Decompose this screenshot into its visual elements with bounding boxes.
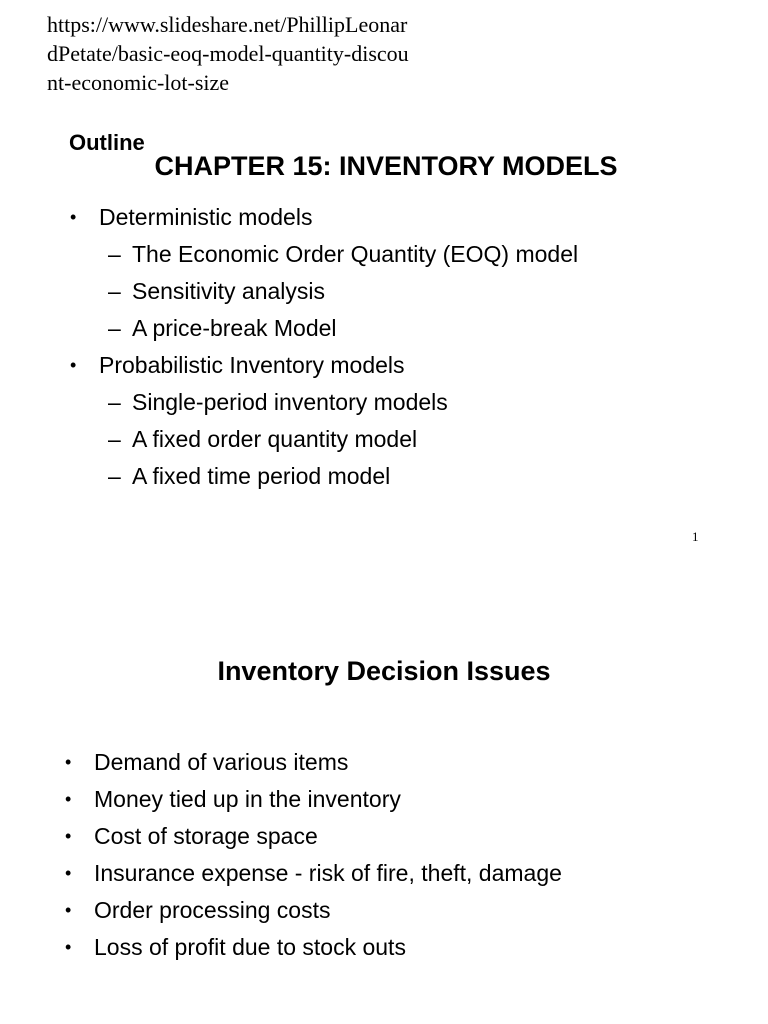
outline-subitem-fixed-time-period: – A fixed time period model: [70, 458, 578, 495]
issue-item: • Loss of profit due to stock outs: [65, 929, 562, 966]
outline-subitem-eoq-model: – The Economic Order Quantity (EOQ) model: [70, 236, 578, 273]
issue-item: • Insurance expense - risk of fire, theft, damage: [65, 855, 562, 892]
issue-item: • Cost of storage space: [65, 818, 562, 855]
chapter-title: CHAPTER 15: INVENTORY MODELS: [154, 151, 618, 181]
outline-subitem-price-break-model: – A price-break Model: [70, 310, 578, 347]
outline-subitem-fixed-order-quantity: – A fixed order quantity model: [70, 421, 578, 458]
outline-subitem-single-period: – Single-period inventory models: [70, 384, 578, 421]
outline-label: Outline: [69, 130, 145, 155]
issue-item: • Demand of various items: [65, 744, 562, 781]
outline-item-probabilistic-models: • Probabilistic Inventory models: [70, 347, 578, 384]
page-number: 1: [692, 529, 699, 544]
source-url: https://www.slideshare.net/PhillipLeonardPetate/basic-eoq-model-quantity-discount-economic-lot-size: [47, 12, 409, 95]
outline-subitem-sensitivity-analysis: – Sensitivity analysis: [70, 273, 578, 310]
issues-list: [65, 744, 562, 966]
outline-list: [70, 199, 578, 495]
section-title: Inventory Decision Issues: [217, 656, 551, 686]
issue-item: • Money tied up in the inventory: [65, 781, 562, 818]
outline-item-deterministic-models: • Deterministic models: [70, 199, 578, 236]
issue-item: • Order processing costs: [65, 892, 562, 929]
